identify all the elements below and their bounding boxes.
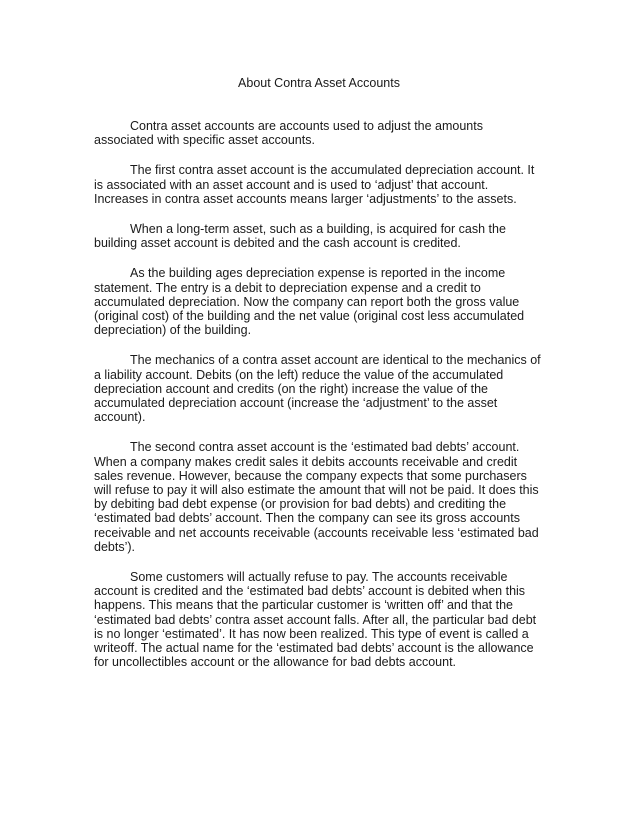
text-line: ‘estimated bad debts’ contra asset account falls. After all, the particular bad debt [94,612,537,627]
text-line: for uncollectibles account or the allowance for bad debts account. [94,655,457,670]
text-line: ‘estimated bad debts’ account. Then the company can see its gross accounts [94,511,520,526]
text-line: writeoff. The actual name for the ‘estimated bad debts’ account is the allowance [94,641,534,656]
text-line: will refuse to pay it will also estimate the amount that will not be paid. It does this [94,483,539,498]
text-line: debts’). [94,539,135,554]
text-line: account is credited and the ‘estimated bad debts’ account is debited when this [94,584,526,599]
text-line: The mechanics of a contra asset account are identical to the mechanics of [130,353,541,368]
text-line: When a long-term asset, such as a building, is acquired for cash the [130,222,506,237]
text-line: happens. This means that the particular customer is ‘written off’ and that the [94,598,513,613]
text-line: depreciation) of the building. [94,323,252,338]
document-body [94,119,548,686]
text-line: The second contra asset account is the ‘estimated bad debts’ account. [130,440,520,455]
text-line: (original cost) of the building and the net value (original cost less accumulated [94,309,525,324]
paragraph-7 [94,570,548,669]
text-line: account). [94,410,146,425]
text-line: accumulated depreciation. Now the company can report both the gross value [94,294,520,309]
paragraph-5 [94,353,548,424]
text-line: statement. The entry is a debit to depreciation expense and a credit to [94,280,481,295]
text-line: accumulated depreciation account (increase the ‘adjustment’ to the asset [94,396,498,411]
text-line: Some customers will actually refuse to pay. The accounts receivable [130,570,508,585]
paragraph-6 [94,440,548,554]
text-line: As the building ages depreciation expense is reported in the income [130,266,506,281]
text-line: depreciation account and credits (on the right) increase the value of the [94,381,488,396]
paragraph-2 [94,163,548,206]
text-line: Contra asset accounts are accounts used to adjust the amounts [130,119,483,133]
paragraph-4 [94,266,548,337]
text-line: building asset account is debited and the cash account is credited. [94,236,461,251]
text-line: When a company makes credit sales it debits accounts receivable and credit [94,454,518,469]
text-line: is no longer ‘estimated’. It has now been realized. This type of event is called a [94,626,529,641]
paragraph-3 [94,222,548,250]
text-line: by debiting bad debt expense (or provision for bad debts) and crediting the [94,497,507,512]
text-line: Increases in contra asset accounts means larger ‘adjustments’ to the assets. [94,191,517,206]
text-line: is associated with an asset account and is used to ‘adjust’ that account. [94,177,489,192]
text-line: receivable and net accounts receivable (accounts receivable less ‘estimated bad [94,525,539,540]
text-line: associated with specific asset accounts. [94,133,315,148]
text-line: a liability account. Debits (on the left) reduce the value of the accumulated [94,367,504,382]
document-title: About Contra Asset Accounts [238,76,400,90]
text-line: The first contra asset account is the accumulated depreciation account. It [130,163,535,178]
paragraph-1 [94,119,548,147]
text-line: sales revenue. However, because the company expects that some purchasers [94,468,527,483]
